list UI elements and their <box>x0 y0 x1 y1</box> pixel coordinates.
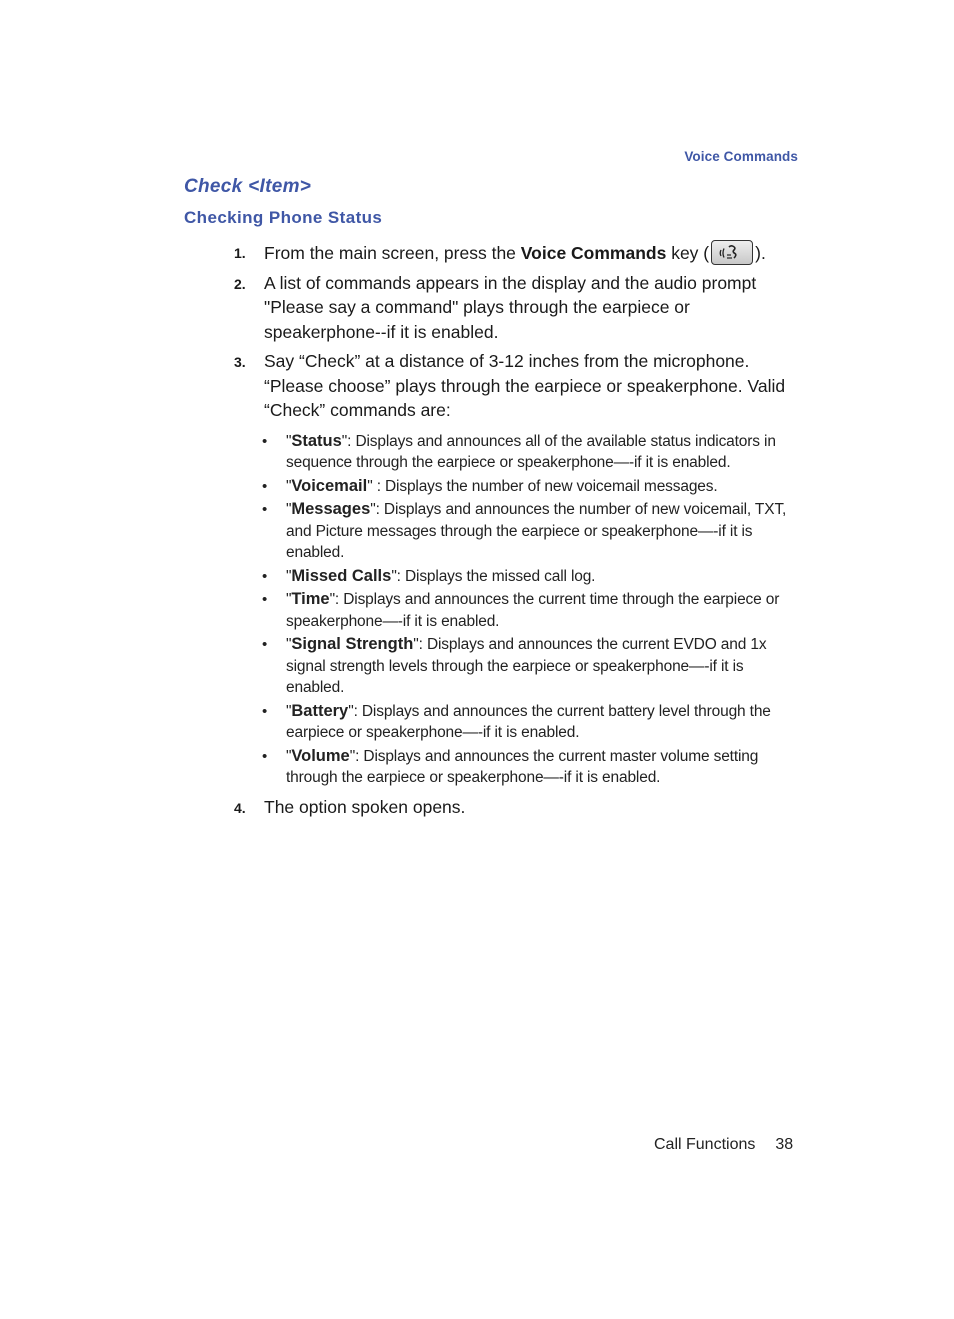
voice-commands-key-icon <box>711 240 753 265</box>
step-4 <box>234 795 804 820</box>
check-commands-list <box>256 431 796 789</box>
bullet-icon: • <box>262 477 268 495</box>
command-description: ": Displays and announces the current battery level through the earpiece or speakerphone—-if it is enabled. <box>286 702 771 741</box>
sub-title: Checking Phone Status <box>184 208 383 227</box>
page-number: 38 <box>775 1136 794 1153</box>
section-title: Check <Item> <box>184 176 312 197</box>
list-item <box>256 746 796 789</box>
step-3 <box>234 349 804 789</box>
step-text: key ( <box>666 243 710 263</box>
voice-commands-label: Voice Commands <box>520 243 667 263</box>
list-item <box>256 499 796 564</box>
command-name: Status <box>291 431 342 450</box>
command-name: Voicemail <box>291 476 368 495</box>
command-description: ": Displays and announces the current EVDO and 1x signal strength levels through the earpiece or speakerphone—-if it is enabled. <box>286 636 767 696</box>
quote-mark: " <box>286 501 292 518</box>
step-text: From the main screen, press the <box>264 243 521 263</box>
quote-mark: " <box>286 567 292 585</box>
command-name: Time <box>291 590 330 608</box>
quote-mark: " <box>286 477 292 495</box>
step-number: 2. <box>234 275 246 292</box>
command-description: ": Displays and announces the current time through the earpiece or speakerphone—-if it is enabled. <box>286 591 780 630</box>
command-description: ": Displays the missed call log. <box>391 567 596 585</box>
command-description: ": Displays and announces the current master volume setting through the earpiece or speakerphone—-if it is enabled. <box>286 747 759 786</box>
bullet-icon: • <box>262 747 268 765</box>
quote-mark: " <box>286 747 292 765</box>
step-1 <box>234 240 804 266</box>
command-description: " : Displays the number of new voicemail messages. <box>367 477 718 495</box>
bullet-icon: • <box>262 636 268 653</box>
command-name: Missed Calls <box>291 566 392 585</box>
footer-section: Call Functions <box>654 1136 756 1153</box>
quote-mark: " <box>286 591 292 608</box>
quote-mark: " <box>286 702 292 720</box>
step-number: 1. <box>234 245 246 261</box>
command-description: ": Displays and announces all of the available status indicators in sequence through the earpiece or speakerphone—-if it is enabled. <box>286 432 776 471</box>
bullet-icon: • <box>262 432 268 450</box>
quote-mark: " <box>286 636 292 653</box>
list-item <box>256 634 796 699</box>
step-number: 3. <box>234 354 246 370</box>
list-item <box>256 476 796 498</box>
running-head: Voice Commands <box>684 149 798 164</box>
command-name: Signal Strength <box>291 635 414 653</box>
step-2 <box>234 271 804 345</box>
quote-mark: " <box>286 432 292 450</box>
step-number: 4. <box>234 799 246 816</box>
command-name: Volume <box>291 746 350 765</box>
step-text: Say “Check” at a distance of 3-12 inches from the microphone. “Please choose” plays through the earpiece or speakerphone. Valid “Check” commands are: <box>264 351 786 420</box>
step-text: ). <box>755 243 766 263</box>
bullet-icon: • <box>262 567 268 585</box>
list-item <box>256 701 796 744</box>
bullet-icon: • <box>262 591 268 608</box>
command-name: Battery <box>291 701 349 720</box>
command-name: Messages <box>291 500 371 518</box>
list-item <box>256 431 796 474</box>
command-description: ": Displays and announces the number of new voicemail, TXT, and Picture messages through the earpiece or speakerphone—-if it is enabled. <box>286 501 787 561</box>
bullet-icon: • <box>262 501 268 518</box>
list-item <box>256 566 796 588</box>
list-item <box>256 589 796 632</box>
steps-list <box>234 240 804 824</box>
bullet-icon: • <box>262 702 268 720</box>
step-text: The option spoken opens. <box>264 796 466 817</box>
page-footer <box>654 1136 793 1154</box>
step-text: A list of commands appears in the display and the audio prompt "Please say a command" plays through the earpiece or speakerphone--if it is enabled. <box>264 272 757 342</box>
